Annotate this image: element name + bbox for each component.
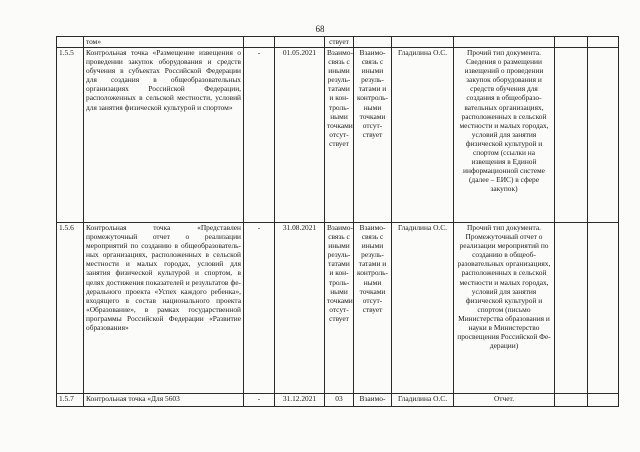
cell-date: 31.08.2021 <box>275 223 325 394</box>
cell-link: Взаимо- <box>354 394 392 407</box>
cell-person: Гладилина О.С. <box>392 48 454 223</box>
cell-code: ствует <box>325 37 354 48</box>
plan-table <box>56 36 619 407</box>
cell-num <box>57 37 84 48</box>
cell-date <box>275 37 325 48</box>
cell-extra-1 <box>555 394 588 407</box>
table-row <box>57 48 619 223</box>
page-number: 68 <box>315 24 325 34</box>
cell-person: Гладилина О.С. <box>392 223 454 394</box>
cell-code: 03 <box>325 394 354 407</box>
cell-num: 1.5.5 <box>57 48 84 223</box>
cell-description: Контрольная точка «Размещение извещения о проведении закупок оборудования и средств обучения в субъектах Российской Федерации для создания в общеобразовательных организациях Российской Федерации, расположенных в сельской местности, условий для занятия физической культурой и спортом» <box>84 48 244 223</box>
cell-link: Взаимосвязь с иными результатами и контрольными точками отсутствует <box>354 48 392 223</box>
cell-extra-2 <box>588 37 619 48</box>
cell-description: Контрольная точка «Для 5603 <box>84 394 244 407</box>
cell-date: 31.12.2021 <box>275 394 325 407</box>
cell-base <box>244 37 275 48</box>
cell-description: том» <box>84 37 244 48</box>
cell-link: Взаимосвязь с иными результатами и контрольными точками отсутствует <box>354 223 392 394</box>
cell-document <box>454 37 555 48</box>
cell-extra-2 <box>588 394 619 407</box>
cell-document: Прочий тип документа. Промежуточный отчет о реализации мероприятий по созданию в общеобразовательных организациях, расположенных в сельской местности и малых городах, условий для занятия физической культурой и спортом (письмо Министерства образования и науки в Министерство просвещения Российской Федерации) <box>454 223 555 394</box>
cell-description: Контрольная точка «Представлен промежуточный отчет о реализации мероприятий по созданию в общеобразовательных организациях, расположенных в сельской местности и малых городах, условий для занятия физической культурой и спортом, в целях достижения показателей и результатов федерального проекта «Успех каждого ребенка», входящего в состав национального проекта «Образование», в рамках государственной программы Российской Федерации «Развитие образования» <box>84 223 244 394</box>
cell-base: - <box>244 48 275 223</box>
cell-person: Гладилина О.С. <box>392 394 454 407</box>
cell-num: 1.5.7 <box>57 394 84 407</box>
cell-code: Взаимосвязь с иными результатами и контрольными точками отсутствует <box>325 223 354 394</box>
cell-extra-1 <box>555 37 588 48</box>
cell-num: 1.5.6 <box>57 223 84 394</box>
cell-document: Прочий тип документа. Сведения о размещении извещений о проведении закупок оборудования и средств обучения для создания в общеобразовательных организациях, расположенных в сельской местности и малых городах, условий для занятия физической культурой и спортом (ссылки на извещения в Единой информационной системе (далее – ЕИС) в сфере закупок) <box>454 48 555 223</box>
cell-extra-1 <box>555 48 588 223</box>
table-row <box>57 223 619 394</box>
cell-code: Взаимосвязь с иными результатами и контрольными точками отсутствует <box>325 48 354 223</box>
cell-extra-1 <box>555 223 588 394</box>
cell-base: - <box>244 394 275 407</box>
cell-extra-2 <box>588 223 619 394</box>
table-row <box>57 394 619 407</box>
cell-extra-2 <box>588 48 619 223</box>
cell-link <box>354 37 392 48</box>
cell-base: - <box>244 223 275 394</box>
cell-person <box>392 37 454 48</box>
table-row-continuation <box>57 37 619 48</box>
cell-document: Отчет. <box>454 394 555 407</box>
cell-date: 01.05.2021 <box>275 48 325 223</box>
